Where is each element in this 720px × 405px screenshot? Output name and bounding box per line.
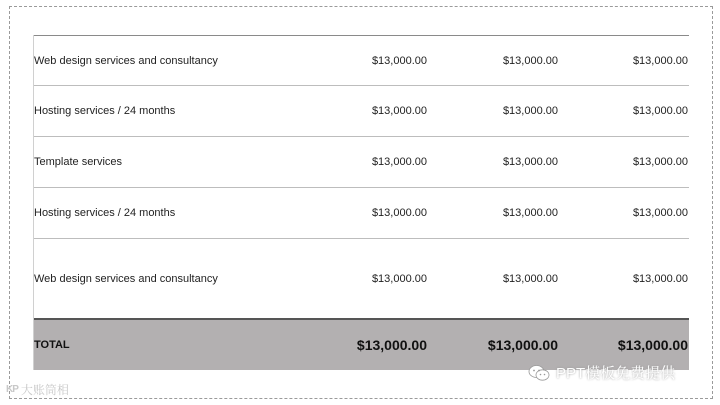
watermark-text: 大账筒相 bbox=[20, 383, 69, 397]
row-value-2: $13,000.00 bbox=[502, 272, 558, 285]
watermark-logo: KP bbox=[6, 384, 18, 395]
total-value-1: $13,000.00 bbox=[356, 337, 427, 353]
row-label: Hosting services / 24 months bbox=[34, 105, 176, 117]
table-row bbox=[34, 36, 689, 86]
pricing-table bbox=[33, 35, 688, 370]
row-label: Web design services and consultancy bbox=[34, 54, 218, 67]
row-value-2: $13,000.00 bbox=[502, 207, 558, 219]
row-value-2: $13,000.00 bbox=[502, 156, 558, 168]
row-value-3: $13,000.00 bbox=[632, 156, 688, 168]
row-value-2: $13,000.00 bbox=[502, 54, 558, 67]
row-value-1: $13,000.00 bbox=[371, 105, 427, 117]
row-label: Template services bbox=[34, 156, 123, 168]
watermark-right-text: PPT模板免费提供 bbox=[556, 365, 676, 382]
row-value-3: $13,000.00 bbox=[632, 54, 688, 67]
row-value-3: $13,000.00 bbox=[632, 105, 688, 117]
row-value-3: $13,000.00 bbox=[632, 207, 688, 219]
total-value-2: $13,000.00 bbox=[487, 337, 558, 353]
row-value-1: $13,000.00 bbox=[371, 207, 427, 219]
row-value-3: $13,000.00 bbox=[632, 272, 688, 285]
table-row bbox=[34, 86, 689, 137]
row-value-2: $13,000.00 bbox=[502, 105, 558, 117]
table-row bbox=[34, 188, 689, 239]
total-value-3: $13,000.00 bbox=[617, 337, 688, 353]
total-label: TOTAL bbox=[34, 339, 70, 351]
row-label: Web design services and consultancy bbox=[34, 272, 218, 285]
table-row bbox=[34, 137, 689, 188]
wechat-icon bbox=[528, 364, 550, 382]
row-label: Hosting services / 24 months bbox=[34, 207, 176, 219]
watermark-left bbox=[6, 381, 69, 398]
row-value-1: $13,000.00 bbox=[371, 54, 427, 67]
row-value-1: $13,000.00 bbox=[371, 156, 427, 168]
watermark-right bbox=[528, 362, 675, 383]
row-value-1: $13,000.00 bbox=[371, 272, 427, 285]
table-row bbox=[34, 239, 689, 318]
